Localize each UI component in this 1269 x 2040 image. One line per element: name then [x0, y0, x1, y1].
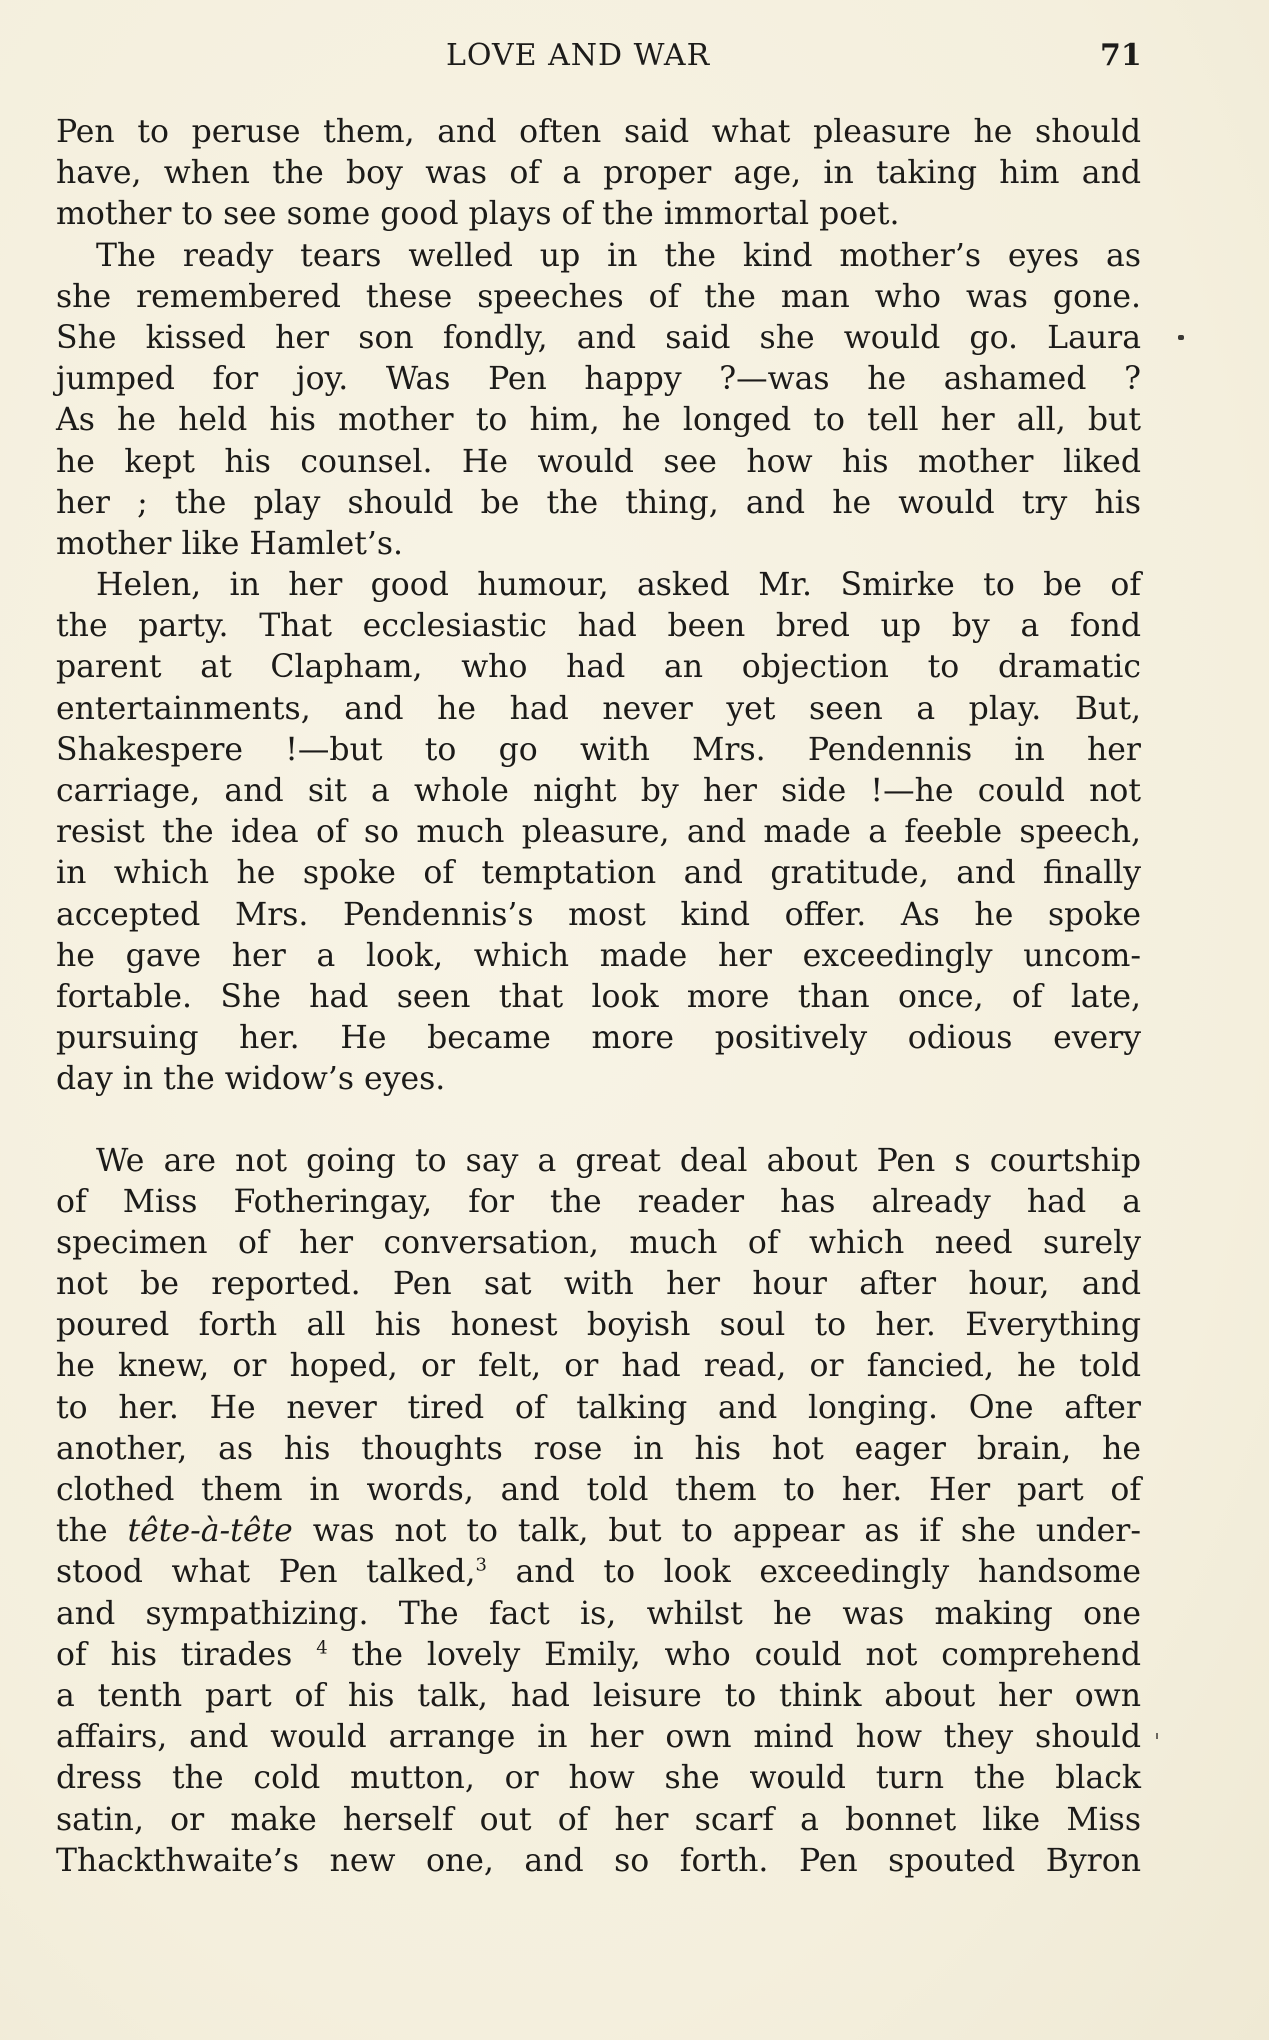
text-line: affairs, and would arrange in her own mind how they should: [56, 1719, 1141, 1756]
text-line: the party. That ecclesiastic had been bred up by a fond: [56, 608, 1141, 645]
text-line: in which he spoke of temptation and gratitude, and finally: [56, 855, 1141, 892]
running-head-title: LOVE AND WAR: [446, 38, 711, 73]
text-line: another, as his thoughts rose in his hot eager brain, he: [56, 1430, 1141, 1467]
text-line: accepted Mrs. Pendennis’s most kind offer. As he spoke: [56, 896, 1141, 933]
text-line: [56, 1511, 1141, 1552]
text-line: Pen to peruse them, and often said what pleasure he should: [56, 114, 1141, 150]
footnote-ref[interactable]: 4: [316, 1637, 328, 1659]
text-line: pursuing her. He became more positively odious every: [56, 1020, 1141, 1057]
text-line: not be reported. Pen sat with her hour after hour, and: [56, 1266, 1141, 1303]
text-line: She kissed her son fondly, and said she would go. Laura: [56, 319, 1141, 356]
text-line: parent at Clapham, who had an objection to dramatic: [56, 649, 1141, 686]
paragraph: [56, 1141, 1141, 1882]
paragraph: [56, 112, 1141, 236]
text-line: [56, 1635, 1141, 1676]
text-line: The ready tears welled up in the kind mother’s eyes as: [96, 237, 1141, 274]
paragraph: [56, 565, 1141, 1100]
margin-tick: [1156, 1733, 1158, 1739]
text-line: We are not going to say a great deal about Pen s courtship: [96, 1142, 1141, 1179]
text-line: day in the widow’s eyes.: [56, 1061, 446, 1098]
section-break: [56, 1101, 1141, 1141]
text-fragment: and to look exceedingly handsome: [486, 1554, 1141, 1591]
margin-mark: [1178, 335, 1184, 340]
text-line: a tenth part of his talk, had leisure to think about her own: [56, 1677, 1141, 1714]
text-line: and sympathizing. The fact is, whilst he was making one: [56, 1595, 1141, 1632]
text-line: [56, 1552, 1141, 1593]
text-line: she remembered these speeches of the man who was gone.: [56, 278, 1141, 315]
text-line: dress the cold mutton, or how she would turn the black: [56, 1760, 1141, 1797]
text-fragment: the lovely Emily, who could not comprehend: [327, 1636, 1142, 1673]
text-line: of Miss Fotheringay, for the reader has already had a: [56, 1183, 1141, 1220]
text-line: he kept his counsel. He would see how his mother liked: [56, 443, 1141, 480]
text-line: mother to see some good plays of the immortal poet.: [56, 196, 900, 233]
text-line: he gave her a look, which made her exceedingly uncom-: [56, 937, 1141, 974]
text-line: clothed them in words, and told them to her. Her part of: [56, 1472, 1141, 1508]
text-line: have, when the boy was of a proper age, in taking him and: [56, 155, 1141, 192]
paragraph: [56, 236, 1141, 566]
text-fragment: the: [56, 1513, 128, 1550]
text-line: mother like Hamlet’s.: [56, 525, 404, 562]
footnote-ref[interactable]: 3: [475, 1554, 487, 1576]
text-line: Helen, in her good humour, asked Mr. Smirke to be of: [96, 567, 1141, 604]
italic-term: tête-à-tête: [127, 1513, 293, 1550]
text-line: As he held his mother to him, he longed to tell her all, but: [56, 402, 1141, 439]
text-fragment: of his tirades: [56, 1636, 317, 1673]
page-number: 71: [1100, 38, 1142, 73]
text-line: fortable. She had seen that look more than once, of late,: [56, 978, 1141, 1015]
text-line: entertainments, and he had never yet seen a play. But,: [56, 690, 1141, 727]
text-line: he knew, or hoped, or felt, or had read, or fancied, he told: [56, 1348, 1141, 1385]
text-line: Thackthwaite’s new one, and so forth. Pen spouted Byron: [56, 1842, 1141, 1879]
text-fragment: was not to talk, but to appear as if she under-: [292, 1513, 1141, 1550]
running-head: [0, 38, 1269, 78]
text-line: satin, or make herself out of her scarf a bonnet like Miss: [56, 1801, 1141, 1838]
text-line: resist the idea of so much pleasure, and made a feeble speech,: [56, 814, 1141, 851]
text-line: carriage, and sit a whole night by her side !—he could not: [56, 773, 1141, 809]
text-line: poured forth all his honest boyish soul to her. Everything: [56, 1307, 1141, 1344]
text-line: to her. He never tired of talking and longing. One after: [56, 1389, 1141, 1426]
text-line: jumped for joy. Was Pen happy ?—was he ashamed ?: [56, 361, 1141, 398]
body-text: [56, 112, 1141, 1882]
text-fragment: stood what Pen talked,: [56, 1554, 476, 1591]
text-line: specimen of her conversation, much of which need surely: [56, 1224, 1141, 1261]
text-line: her ; the play should be the thing, and he would try his: [56, 484, 1141, 521]
text-line: Shakespere !—but to go with Mrs. Pendennis in her: [56, 731, 1141, 768]
